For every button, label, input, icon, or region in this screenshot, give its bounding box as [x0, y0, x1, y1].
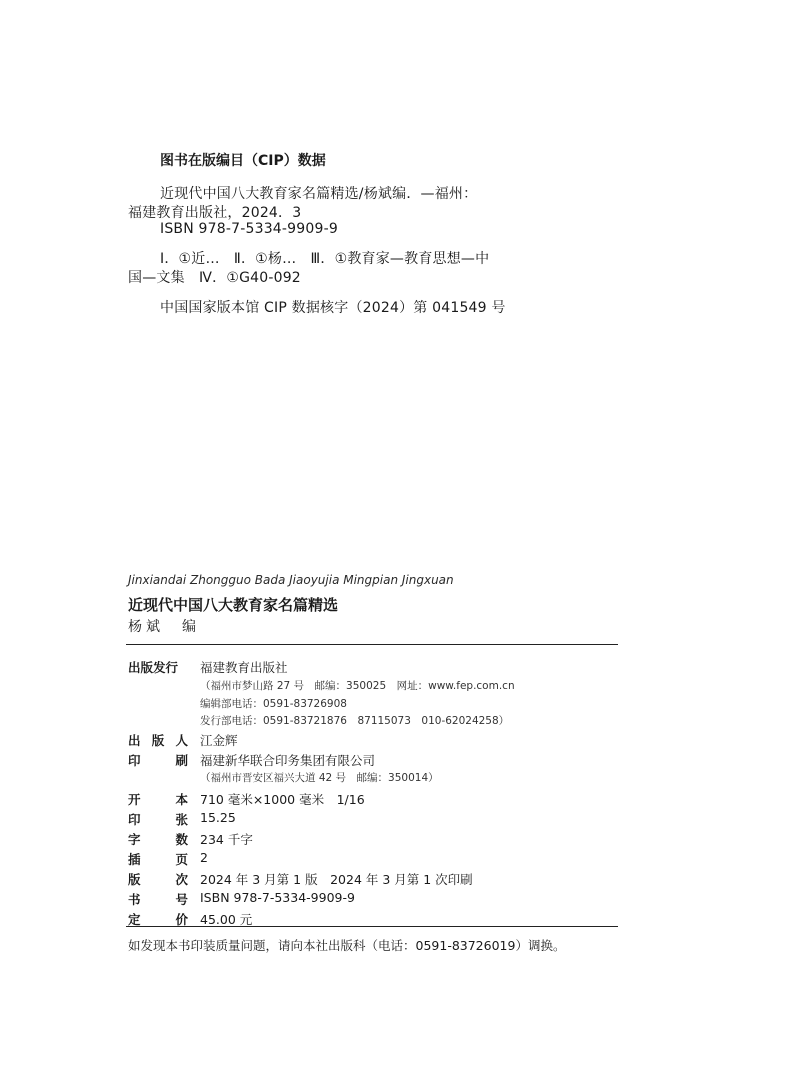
edition-label: 版 次 — [128, 872, 188, 887]
sheets: 15.25 — [200, 810, 236, 825]
isbn-label: 书 号 — [128, 892, 188, 907]
cip-classification: 国—文集 Ⅳ．①G40-092 — [128, 270, 301, 286]
cip-record-number: 中国国家版本馆 CIP 数据核字（2024）第 041549 号 — [160, 300, 506, 316]
book-title-pinyin: Jinxiandai Zhongguo Bada Jiaoyujia Mingpian Jingxuan — [128, 573, 454, 587]
sales-phone: 发行部电话：0591-83721876 87115073 010-62024258） — [200, 715, 510, 727]
cip-classification: Ⅰ．①近… Ⅱ．①杨… Ⅲ．①教育家—教育思想—中 — [160, 251, 490, 267]
printer-address: （福州市晋安区福兴大道 42 号 邮编：350014） — [200, 772, 439, 784]
book-author: 杨斌 编 — [128, 619, 200, 635]
publisher-address: （福州市梦山路 27 号 邮编：350025 网址：www.fep.com.cn — [200, 680, 515, 692]
quality-note: 如发现本书印装质量问题，请向本社出版科（电话：0591-83726019）调换。 — [128, 938, 566, 953]
cip-title: 图书在版编目（CIP）数据 — [160, 153, 326, 169]
editorial-phone: 编辑部电话：0591-83726908 — [200, 698, 347, 710]
cip-line: 福建教育出版社，2024．3 — [128, 205, 302, 221]
price: 45.00 元 — [200, 912, 253, 927]
plates: 2 — [200, 850, 208, 865]
format-label: 开 本 — [128, 792, 188, 807]
isbn: ISBN 978-7-5334-9909-9 — [200, 890, 355, 905]
divider — [126, 644, 618, 645]
plates-label: 插 页 — [128, 852, 188, 867]
issuer-label: 出 版 人 — [128, 733, 188, 748]
edition: 2024 年 3 月第 1 版 2024 年 3 月第 1 次印刷 — [200, 872, 473, 887]
cip-line: 近现代中国八大教育家名篇精选/杨斌编．—福州： — [160, 186, 478, 202]
publisher-label: 出版发行 — [128, 660, 179, 675]
words: 234 千字 — [200, 832, 253, 847]
sheets-label: 印 张 — [128, 812, 188, 827]
printer-label: 印 刷 — [128, 753, 188, 768]
cip-isbn: ISBN 978-7-5334-9909-9 — [160, 221, 338, 237]
price-label: 定 价 — [128, 912, 188, 927]
book-title: 近现代中国八大教育家名篇精选 — [128, 596, 339, 614]
issuer: 江金辉 — [200, 733, 238, 748]
format: 710 毫米×1000 毫米 1/16 — [200, 792, 365, 807]
divider — [126, 926, 618, 927]
words-label: 字 数 — [128, 832, 188, 847]
publisher: 福建教育出版社 — [200, 660, 288, 675]
printer: 福建新华联合印务集团有限公司 — [200, 753, 376, 768]
